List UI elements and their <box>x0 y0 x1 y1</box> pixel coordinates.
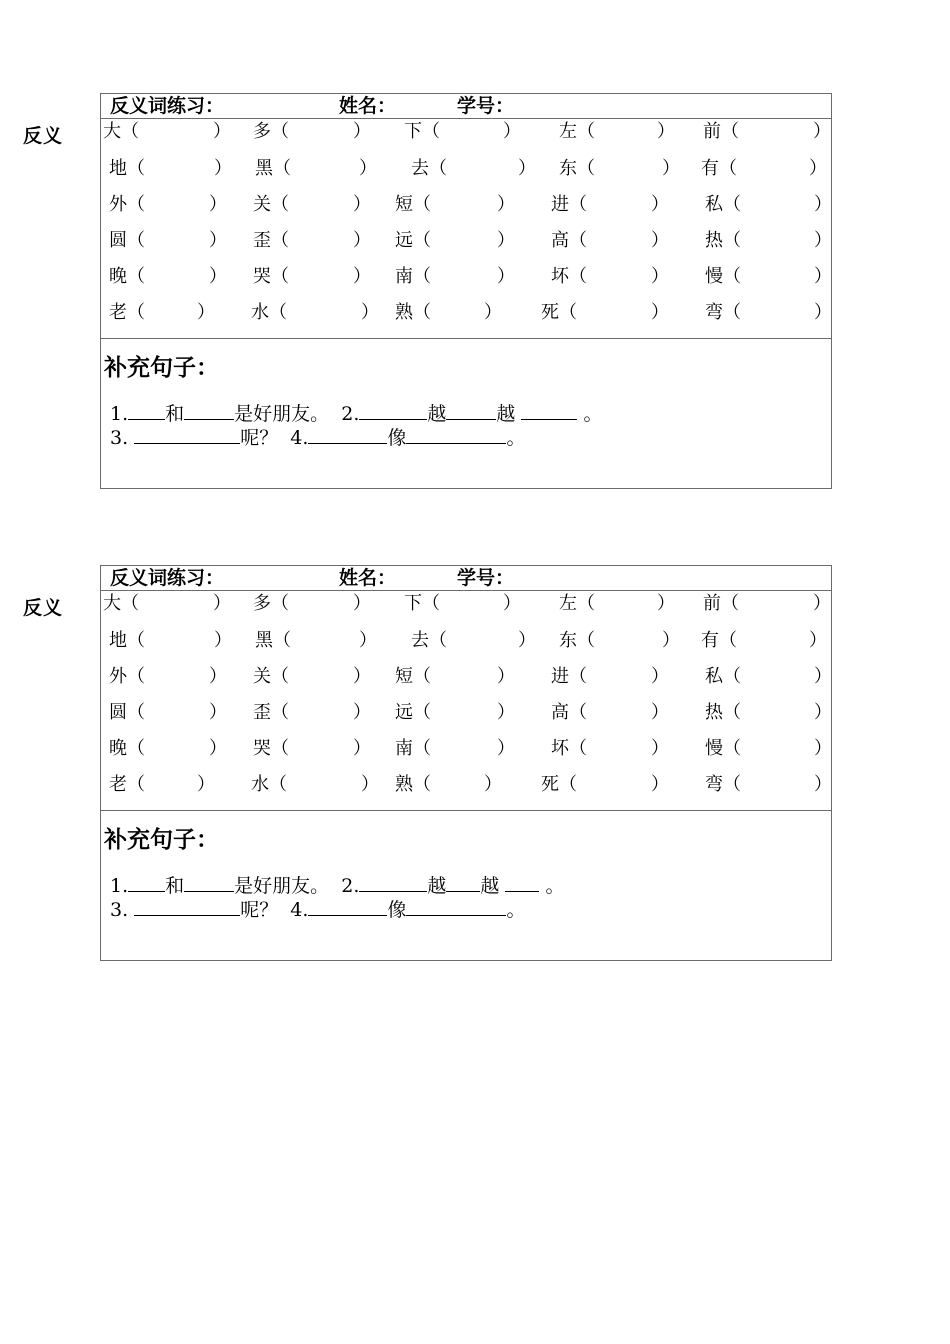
close-paren: ） <box>353 194 371 215</box>
close-paren: ） <box>814 230 832 251</box>
close-paren: ） <box>651 194 669 215</box>
close-paren: ） <box>359 158 377 179</box>
antonym-item[interactable] <box>101 157 831 181</box>
sentence-section <box>101 339 831 489</box>
antonym-word: 晚（ <box>109 738 145 759</box>
close-paren: ） <box>497 266 515 287</box>
close-paren: ） <box>651 774 669 795</box>
antonym-word: 东（ <box>559 630 595 651</box>
close-paren: ） <box>353 702 371 723</box>
antonym-item[interactable] <box>101 301 831 325</box>
close-paren: ） <box>209 666 227 687</box>
close-paren: ） <box>497 666 515 687</box>
antonym-word: 去（ <box>411 158 447 179</box>
fill-blank[interactable] <box>308 426 387 444</box>
close-paren: ） <box>503 121 521 142</box>
antonym-word: 慢（ <box>705 266 741 287</box>
close-paren: ） <box>651 302 669 323</box>
antonym-word: 熟（ <box>395 774 431 795</box>
close-paren: ） <box>814 774 832 795</box>
antonym-word: 有（ <box>701 630 737 651</box>
close-paren: ） <box>359 630 377 651</box>
close-paren: ） <box>484 302 502 323</box>
antonym-word: 下（ <box>404 121 440 142</box>
word-good-friends: 是好朋友。 <box>234 403 330 425</box>
worksheet-title: 反义词练习： <box>110 95 225 117</box>
word-yue: 越 <box>480 875 500 897</box>
item-number: 2. <box>341 403 360 425</box>
fill-blank[interactable] <box>359 402 427 420</box>
antonym-word: 哭（ <box>253 266 289 287</box>
close-paren: ） <box>814 194 832 215</box>
antonym-word: 黑（ <box>255 158 291 179</box>
antonym-word: 进（ <box>551 194 587 215</box>
close-paren: ） <box>353 266 371 287</box>
close-paren: ） <box>353 230 371 251</box>
close-paren: ） <box>353 121 371 142</box>
fill-blank[interactable] <box>406 426 506 444</box>
worksheet-title: 反义词练习： <box>110 567 225 589</box>
antonym-word: 弯（ <box>705 774 741 795</box>
item-number: 3. <box>110 899 129 921</box>
close-paren: ） <box>809 630 827 651</box>
side-label: 反义 <box>23 597 64 619</box>
close-paren: ） <box>813 593 831 614</box>
antonym-word: 高（ <box>551 702 587 723</box>
close-paren: ） <box>209 266 227 287</box>
fill-blank[interactable] <box>134 898 240 916</box>
close-paren: ） <box>497 194 515 215</box>
antonym-word: 弯（ <box>705 302 741 323</box>
close-paren: ） <box>213 121 231 142</box>
antonym-word: 坏（ <box>551 738 587 759</box>
antonym-word: 短（ <box>395 194 431 215</box>
close-paren: ） <box>214 158 232 179</box>
close-paren: ） <box>503 593 521 614</box>
sentence-section <box>101 811 831 961</box>
antonym-word: 高（ <box>551 230 587 251</box>
antonym-word: 南（ <box>395 266 431 287</box>
close-paren: ） <box>814 738 832 759</box>
worksheet-header <box>101 566 831 591</box>
antonym-word: 南（ <box>395 738 431 759</box>
antonym-grid <box>101 591 831 811</box>
close-paren: ） <box>518 158 536 179</box>
word-yue: 越 <box>427 403 447 425</box>
word-yue: 越 <box>496 403 516 425</box>
close-paren: ） <box>214 630 232 651</box>
fill-blank[interactable] <box>184 874 234 892</box>
close-paren: ） <box>518 630 536 651</box>
fill-blank[interactable] <box>406 898 506 916</box>
close-paren: ） <box>651 738 669 759</box>
word-yue: 越 <box>427 875 447 897</box>
antonym-word: 圆（ <box>109 702 145 723</box>
fill-blank[interactable] <box>359 874 427 892</box>
worksheet-1 <box>0 93 950 513</box>
close-paren: ） <box>657 593 675 614</box>
antonym-word: 外（ <box>109 666 145 687</box>
antonym-word: 老（ <box>109 302 145 323</box>
antonym-word: 歪（ <box>253 230 289 251</box>
sentence-title: 补充句子： <box>104 355 219 381</box>
worksheet-box <box>100 93 832 489</box>
worksheet-box <box>100 565 832 961</box>
word-xiang: 像 <box>387 427 407 449</box>
close-paren: ） <box>497 702 515 723</box>
antonym-word: 老（ <box>109 774 145 795</box>
close-paren: ） <box>662 630 680 651</box>
close-paren: ） <box>814 666 832 687</box>
worksheet-header <box>101 94 831 119</box>
close-paren: ） <box>814 702 832 723</box>
fill-blank[interactable] <box>128 402 165 420</box>
word-ne: 呢？ <box>240 427 279 449</box>
close-paren: ） <box>814 266 832 287</box>
close-paren: ） <box>662 158 680 179</box>
close-paren: ） <box>484 774 502 795</box>
word-ne: 呢？ <box>240 899 279 921</box>
fill-blank[interactable] <box>446 874 480 892</box>
antonym-word: 水（ <box>251 302 287 323</box>
antonym-word: 进（ <box>551 666 587 687</box>
antonym-word: 关（ <box>253 666 289 687</box>
close-paren: ） <box>814 302 832 323</box>
item-number: 4. <box>290 427 309 449</box>
sentence-line-2 <box>110 898 525 922</box>
sentence-title: 补充句子： <box>104 827 219 853</box>
sentence-line-1 <box>110 874 565 898</box>
item-number: 2. <box>341 875 360 897</box>
antonym-word: 地（ <box>109 158 145 179</box>
antonym-word: 私（ <box>705 194 741 215</box>
close-paren: ） <box>813 121 831 142</box>
antonym-word: 前（ <box>703 593 739 614</box>
antonym-word: 黑（ <box>255 630 291 651</box>
fill-blank[interactable] <box>521 402 577 420</box>
close-paren: ） <box>353 593 371 614</box>
close-paren: ） <box>657 121 675 142</box>
close-paren: ） <box>197 774 215 795</box>
close-paren: ） <box>497 738 515 759</box>
close-paren: ） <box>651 666 669 687</box>
antonym-word: 圆（ <box>109 230 145 251</box>
close-paren: ） <box>213 593 231 614</box>
antonym-item[interactable] <box>101 592 831 616</box>
end-mark: 。 <box>506 899 526 921</box>
antonym-word: 下（ <box>404 593 440 614</box>
antonym-grid <box>101 119 831 339</box>
antonym-item[interactable] <box>101 265 831 289</box>
antonym-item[interactable] <box>101 193 831 217</box>
antonym-word: 慢（ <box>705 738 741 759</box>
antonym-word: 晚（ <box>109 266 145 287</box>
item-number: 4. <box>290 899 309 921</box>
antonym-word: 多（ <box>253 593 289 614</box>
close-paren: ） <box>809 158 827 179</box>
antonym-word: 有（ <box>701 158 737 179</box>
antonym-item[interactable] <box>101 665 831 689</box>
antonym-item[interactable] <box>101 120 831 144</box>
antonym-word: 关（ <box>253 194 289 215</box>
antonym-word: 地（ <box>109 630 145 651</box>
item-number: 1. <box>110 875 129 897</box>
close-paren: ） <box>361 302 379 323</box>
antonym-word: 热（ <box>705 230 741 251</box>
antonym-item[interactable] <box>101 629 831 653</box>
close-paren: ） <box>497 230 515 251</box>
sentence-line-1 <box>110 402 603 426</box>
antonym-word: 死（ <box>541 774 577 795</box>
close-paren: ） <box>353 666 371 687</box>
antonym-word: 左（ <box>559 121 595 142</box>
close-paren: ） <box>209 738 227 759</box>
antonym-word: 私（ <box>705 666 741 687</box>
fill-blank[interactable] <box>505 874 539 892</box>
antonym-word: 左（ <box>559 593 595 614</box>
antonym-word: 远（ <box>395 230 431 251</box>
antonym-word: 死（ <box>541 302 577 323</box>
antonym-item[interactable] <box>101 737 831 761</box>
item-number: 1. <box>110 403 129 425</box>
close-paren: ） <box>361 774 379 795</box>
word-xiang: 像 <box>387 899 407 921</box>
name-label[interactable]: 姓名： <box>339 95 397 117</box>
antonym-item[interactable] <box>101 701 831 725</box>
antonym-word: 东（ <box>559 158 595 179</box>
antonym-word: 大（ <box>103 121 139 142</box>
antonym-word: 坏（ <box>551 266 587 287</box>
item-number: 3. <box>110 427 129 449</box>
close-paren: ） <box>209 194 227 215</box>
antonym-word: 大（ <box>103 593 139 614</box>
antonym-word: 水（ <box>251 774 287 795</box>
antonym-word: 热（ <box>705 702 741 723</box>
fill-blank[interactable] <box>128 874 165 892</box>
side-label: 反义 <box>23 125 64 147</box>
antonym-word: 熟（ <box>395 302 431 323</box>
antonym-item[interactable] <box>101 773 831 797</box>
close-paren: ） <box>651 702 669 723</box>
antonym-word: 多（ <box>253 121 289 142</box>
antonym-word: 前（ <box>703 121 739 142</box>
end-mark: 。 <box>545 875 565 897</box>
antonym-item[interactable] <box>101 229 831 253</box>
close-paren: ） <box>209 230 227 251</box>
close-paren: ） <box>353 738 371 759</box>
end-mark: 。 <box>506 427 526 449</box>
antonym-word: 歪（ <box>253 702 289 723</box>
word-good-friends: 是好朋友。 <box>234 875 330 897</box>
fill-blank[interactable] <box>134 426 240 444</box>
close-paren: ） <box>209 702 227 723</box>
antonym-word: 外（ <box>109 194 145 215</box>
close-paren: ） <box>197 302 215 323</box>
fill-blank[interactable] <box>308 898 387 916</box>
close-paren: ） <box>651 266 669 287</box>
end-mark: 。 <box>583 403 603 425</box>
antonym-word: 哭（ <box>253 738 289 759</box>
close-paren: ） <box>651 230 669 251</box>
sentence-line-2 <box>110 426 525 450</box>
name-label[interactable]: 姓名： <box>339 567 397 589</box>
fill-blank[interactable] <box>446 402 496 420</box>
worksheet-2 <box>0 565 950 985</box>
antonym-word: 短（ <box>395 666 431 687</box>
antonym-word: 远（ <box>395 702 431 723</box>
student-id-label[interactable]: 学号： <box>457 567 515 589</box>
student-id-label[interactable]: 学号： <box>457 95 515 117</box>
fill-blank[interactable] <box>184 402 234 420</box>
word-and: 和 <box>165 875 185 897</box>
word-and: 和 <box>165 403 185 425</box>
antonym-word: 去（ <box>411 630 447 651</box>
